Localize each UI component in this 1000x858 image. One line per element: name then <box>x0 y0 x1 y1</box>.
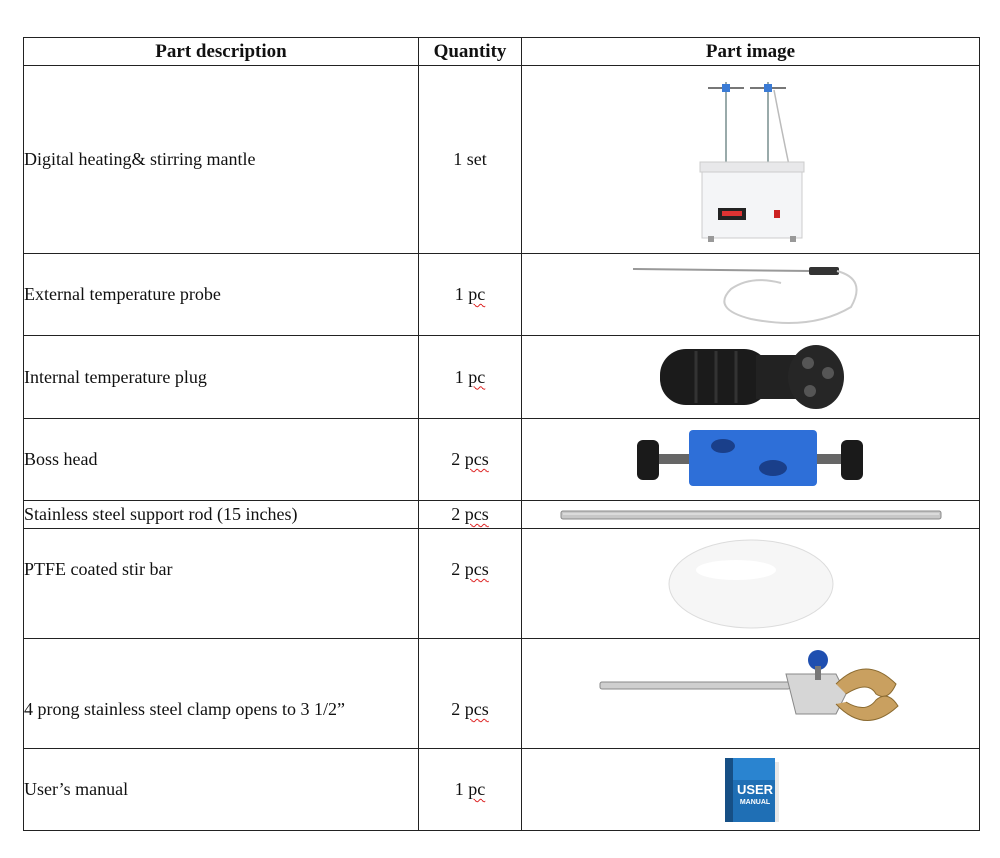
part-description: PTFE coated stir bar <box>24 529 419 639</box>
part-quantity <box>419 501 522 529</box>
manual-cover-line1: USER <box>736 781 773 797</box>
part-quantity <box>419 336 522 419</box>
part-quantity <box>419 639 522 749</box>
part-description: User’s manual <box>24 749 419 831</box>
parts-table <box>23 37 980 831</box>
user-manual-image <box>719 754 783 826</box>
qty-number: 1 <box>454 779 464 799</box>
table-row <box>24 254 980 336</box>
part-image-cell <box>522 639 980 749</box>
part-quantity <box>419 66 522 254</box>
qty-number: 2 <box>451 449 461 469</box>
header-part-description: Part description <box>24 38 419 66</box>
part-description: Digital heating& stirring mantle <box>24 66 419 254</box>
qty-unit: pcs <box>464 559 489 579</box>
qty-unit: pc <box>468 284 486 304</box>
prong-clamp-image <box>596 644 906 744</box>
header-quantity: Quantity <box>419 38 522 66</box>
part-description: Stainless steel support rod (15 inches) <box>24 501 419 529</box>
part-quantity <box>419 529 522 639</box>
table-row <box>24 749 980 831</box>
temperature-plug-image <box>656 339 846 415</box>
qty-number: 2 <box>451 559 461 579</box>
part-quantity <box>419 419 522 501</box>
qty-number: 2 <box>451 504 461 524</box>
stir-bar-image <box>666 534 836 634</box>
part-image-cell <box>522 419 980 501</box>
qty-number: 1 <box>454 366 464 387</box>
header-row <box>24 38 980 66</box>
qty-unit: pc <box>468 779 486 799</box>
table-row <box>24 66 980 254</box>
part-description: Boss head <box>24 419 419 501</box>
part-image-cell <box>522 336 980 419</box>
part-image-cell <box>522 749 980 831</box>
support-rod-image <box>559 508 943 522</box>
qty-unit: set <box>466 149 487 169</box>
qty-unit: pcs <box>464 699 489 719</box>
part-image-cell <box>522 529 980 639</box>
part-quantity <box>419 254 522 336</box>
part-description: Internal temperature plug <box>24 336 419 419</box>
manual-cover-line2: MANUAL <box>739 798 770 806</box>
table-row <box>24 639 980 749</box>
part-quantity <box>419 749 522 831</box>
part-image-cell <box>522 501 980 529</box>
qty-unit: pcs <box>464 504 489 524</box>
qty-unit: pcs <box>464 449 489 469</box>
part-image-cell <box>522 254 980 336</box>
part-description: External temperature probe <box>24 254 419 336</box>
table-row <box>24 419 980 501</box>
part-image-cell <box>522 66 980 254</box>
table-row <box>24 501 980 529</box>
table-row <box>24 336 980 419</box>
qty-unit: pc <box>468 366 486 387</box>
table-row <box>24 529 980 639</box>
header-part-image: Part image <box>522 38 980 66</box>
boss-head-image <box>631 422 871 498</box>
qty-number: 1 <box>454 284 464 304</box>
part-description: 4 prong stainless steel clamp opens to 3 1/2” <box>24 639 419 749</box>
qty-number: 2 <box>451 699 461 719</box>
heating-mantle-image <box>686 72 816 248</box>
temperature-probe-image <box>631 259 871 331</box>
qty-number: 1 <box>453 149 463 169</box>
